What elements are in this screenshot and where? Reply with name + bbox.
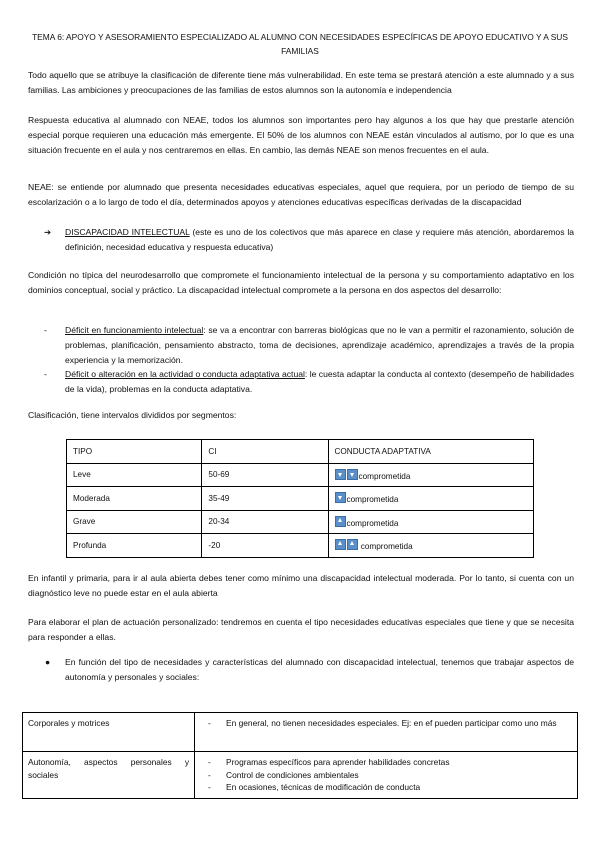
tipo-cell: Leve (67, 463, 202, 487)
needs-items-cell (195, 713, 578, 752)
aspect-text: : se va a encontrar con barreras biológicas que no le van a permitir el razonamiento, solución de problemas, planificación, pensamiento abstracto, toma de decisiones, aprendizaje académico, aprendizajes a través de la propia experiencia y la memorización. (65, 325, 574, 365)
tipo-cell: Moderada (67, 487, 202, 511)
table-row (23, 713, 578, 752)
tipo-cell: Grave (67, 510, 202, 534)
needs-label-cell: Autonomía, aspectos personales y sociales (23, 752, 195, 799)
conducta-text: comprometida (346, 518, 399, 528)
dash-marker: - (44, 325, 47, 335)
ci-cell: 35-49 (202, 487, 328, 511)
needs-items-cell (195, 752, 578, 799)
bullet-text: En función del tipo de necesidades y características del alumnado con discapacidad intelectual, tenemos que trabajar aspectos de autonomía y personales y sociales: (65, 657, 574, 682)
intro-paragraph: Todo aquello que se atribuye la clasificación de diferente tiene más vulnerabilidad. En este tema se prestará atención a este alumnado y a sus familias. Las ambiciones y preocupaciones de las familias de estos alumnos son la autonomía e independencia (28, 70, 574, 95)
up-arrow-icon (347, 539, 358, 550)
table-row (67, 534, 534, 558)
list-item: - Control de condiciones ambientales (200, 769, 572, 782)
neae-definition-paragraph: NEAE: se entiende por alumnado que presenta necesidades educativas especiales, aquel que requiera, por un periodo de tiempo de su escolarización o a lo largo de todo el día, determinados apoyos y atenciones educativas específicas derivadas de la discapacidad (28, 182, 574, 207)
up-arrow-icon (335, 539, 346, 550)
tipo-cell: Profunda (67, 534, 202, 558)
bullet-icon: ● (45, 657, 51, 667)
ci-cell: 50-69 (202, 463, 328, 487)
list-item: - En general, no tienen necesidades especiales. Ej: en ef pueden participar como uno más (200, 717, 572, 730)
ci-cell: -20 (202, 534, 328, 558)
up-arrow-icon (335, 516, 346, 527)
list-item: - En ocasiones, técnicas de modificación de conducta (200, 781, 572, 794)
list-item: - Programas específicos para aprender habilidades concretas (200, 756, 572, 769)
arrow-item-text: (este es uno de los colectivos que más aparece en clase y requiere más atención, abordaremos la definición, necesidad educativa y respuesta educativa) (65, 227, 575, 252)
table-header-cell: CI (202, 440, 328, 464)
conducta-text: comprometida (360, 542, 413, 552)
down-arrow-icon (335, 492, 346, 503)
needs-table (22, 712, 578, 799)
conducta-cell (328, 487, 534, 511)
educational-response-paragraph: Respuesta educativa al alumnado con NEAE, todos los alumnos son importantes pero hay algunos a los que hay que prestarle atención especial porque requieren una educación más emergente. El 50% de los alumnos con NEAE están vinculados al autismo, por lo que es una situación frecuente en el aula y nos centraremos en ellas. En cambio, las demás NEAE son menos frecuentes en el aula. (28, 115, 574, 155)
ci-cell: 20-34 (202, 510, 328, 534)
conducta-cell (328, 510, 534, 534)
aspect-text: : le cuesta adaptar la conducta al contexto (desempeño de habilidades de la vida), problemas en la conducta adaptativa. (65, 369, 574, 394)
table-header-cell: CONDUCTA ADAPTATIVA (328, 440, 534, 464)
table-row (67, 463, 534, 487)
bullet-item (44, 655, 574, 685)
table-row (67, 487, 534, 511)
infantil-paragraph: En infantil y primaria, para ir al aula abierta debes tener como mínimo una discapacidad intelectual moderada. Por lo tanto, si cuenta con un diagnóstico leve no puede estar en el aula abierta (28, 573, 574, 598)
conducta-cell (328, 534, 534, 558)
table-row (67, 510, 534, 534)
down-arrow-icon (347, 469, 358, 480)
plan-paragraph: Para elaborar el plan de actuación personalizado: tendremos en cuenta el tipo necesidades educativas especiales que tiene y que se necesita para responder a ellas. (28, 617, 574, 642)
dash-marker: - (44, 369, 47, 379)
aspect-term: Déficit en funcionamiento intelectual (65, 325, 204, 335)
aspect-list-item (44, 323, 574, 368)
aspect-list-item (44, 367, 574, 397)
conducta-text: comprometida (358, 471, 411, 481)
arrow-item-term: DISCAPACIDAD INTELECTUAL (65, 227, 190, 237)
table-header-cell: TIPO (67, 440, 202, 464)
table-row (23, 752, 578, 799)
table-header-row (67, 440, 534, 464)
arrow-right-icon: ➔ (44, 227, 52, 237)
down-arrow-icon (335, 469, 346, 480)
classification-table (66, 439, 534, 558)
conducta-text: comprometida (346, 495, 399, 505)
arrow-item (44, 225, 574, 255)
condition-paragraph: Condición no típica del neurodesarrollo que compromete el funcionamiento intelectual de la persona y su comportamiento adaptativo en los dominios conceptual, social y práctico. La discapacidad intelectual compromete a la persona en dos aspectos del desarrollo: (28, 270, 574, 295)
classification-label: Clasificación, tiene intervalos divididos por segmentos: (28, 410, 237, 420)
conducta-cell (328, 463, 534, 487)
page-title: TEMA 6: APOYO Y ASESORAMIENTO ESPECIALIZADO AL ALUMNO CON NECESIDADES ESPECÍFICAS DE APOYO EDUCATIVO Y A SUS FAMILIAS (32, 32, 568, 56)
needs-label-cell: Corporales y motrices (23, 713, 195, 752)
aspect-term: Déficit o alteración en la actividad o conducta adaptativa actual (65, 369, 305, 379)
